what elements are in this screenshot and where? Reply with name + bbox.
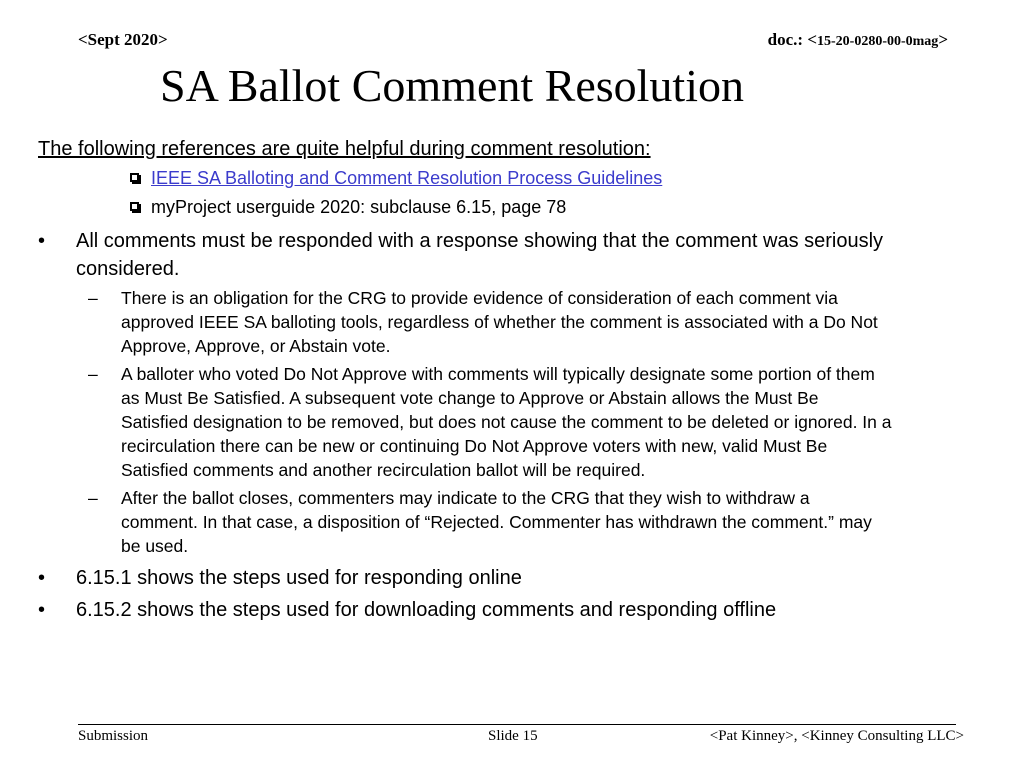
slide-title: SA Ballot Comment Resolution (160, 60, 744, 111)
userguide-reference: myProject userguide 2020: subclause 6.15, page 78 (151, 197, 567, 217)
doc-prefix: doc.: (767, 30, 808, 49)
bullet-text-line: considered. (76, 258, 180, 280)
doc-gt: > (938, 30, 948, 49)
checkbox-bullet-icon (130, 202, 139, 211)
guidelines-link[interactable]: IEEE SA Balloting and Comment Resolution Process Guidelines (151, 168, 663, 188)
sub-bullet-text-line: Satisfied comments and another recirculation ballot will be required. (121, 460, 646, 480)
reference-item-userguide (130, 197, 566, 218)
footer-submission: Submission (78, 728, 149, 744)
sub-bullet-text-line: After the ballot closes, commenters may indicate to the CRG that they wish to withdraw a (121, 488, 810, 508)
sub-bullet-text-line: Approve, Approve, or Abstain vote. (121, 336, 391, 356)
header-date: <Sept 2020> (78, 30, 168, 49)
dash-marker: – (88, 488, 98, 508)
sub-bullet-text-line: Satisfied designation to be removed, but does not cause the comment to be deleted or ignored. In a (121, 412, 892, 432)
bullet-text-line: All comments must be responded with a response showing that the comment was seriously (76, 230, 884, 252)
bullet-text-line: 6.15.2 shows the steps used for downloading comments and responding offline (76, 599, 777, 621)
sub-bullet-text-line: There is an obligation for the CRG to provide evidence of consideration of each comment via (121, 288, 838, 308)
checkbox-bullet-icon (130, 173, 139, 182)
reference-item-guidelines (130, 168, 662, 189)
sub-bullet-text-line: approved IEEE SA balloting tools, regardless of whether the comment is associated with a Do Not (121, 312, 878, 332)
doc-lt: < (807, 30, 817, 49)
sub-bullet-text-line: recirculation there can be new or continuing Do Not Approve voters with new, valid Must Be (121, 436, 828, 456)
footer-slide-number: Slide 15 (488, 728, 538, 744)
sub-bullet-text-line: as Must Be Satisfied. A subsequent vote change to Approve or Abstain allows the Must Be (121, 388, 819, 408)
footer-divider (78, 724, 956, 725)
doc-number: 15-20-0280-00-0mag (817, 34, 939, 49)
sub-bullet-text-line: A balloter who voted Do Not Approve with comments will typically designate some portion of them (121, 364, 875, 384)
dash-marker: – (88, 364, 98, 384)
dash-marker: – (88, 288, 98, 308)
header-doc-id (768, 30, 948, 50)
bullet-marker: • (38, 567, 46, 589)
bullet-marker: • (38, 230, 46, 252)
bullet-marker: • (38, 599, 46, 621)
sub-bullet-text-line: comment. In that case, a disposition of “Rejected. Commenter has withdrawn the comment.” may (121, 512, 872, 532)
footer-author: <Pat Kinney>, <Kinney Consulting LLC> (709, 728, 964, 744)
bullet-text-line: 6.15.1 shows the steps used for responding online (76, 567, 522, 589)
sub-bullet-text-line: be used. (121, 536, 189, 556)
intro-text: The following references are quite helpful during comment resolution: (38, 138, 651, 160)
